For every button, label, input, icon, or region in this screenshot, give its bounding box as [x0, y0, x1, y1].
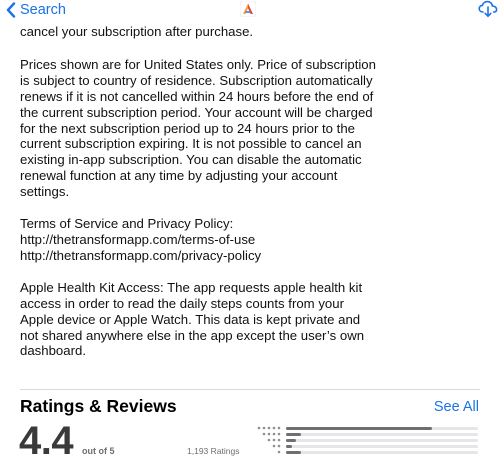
- rating-bar-fill: [286, 451, 301, 454]
- back-button-label: Search: [20, 2, 66, 18]
- rating-bar-fill: [286, 439, 296, 442]
- app-description: [20, 24, 380, 359]
- rating-bar-5-star: [286, 427, 478, 430]
- ratings-count: 1,193 Ratings: [187, 446, 240, 456]
- rating-bar-1-star: [286, 451, 478, 454]
- pricing-paragraph: Prices shown are for United States only. Price of subscription is subject to country of residence. Subscription automatically renews if it is not cancelled within 24 hours before the end of the current subscription period. Your account will be charged for the next subscription period up to 24 hours prior to the current subscription expiring. It is not possible to cancel an existing in-app subscription. You can disable the automatic renewal function at any time by adjusting your account settings.: [20, 56, 376, 200]
- back-button[interactable]: [6, 0, 66, 20]
- ratings-section-title: Ratings & Reviews: [20, 396, 177, 416]
- health-kit-paragraph: Apple Health Kit Access: The app requests apple health kit access in order to read the daily steps counts from your Apple device or Apple Watch. This data is kept private and not shared anywhere else in the app except the user’s own dashboard.: [20, 279, 365, 359]
- see-all-link[interactable]: See All: [433, 399, 479, 415]
- rating-scale-label: out of 5: [82, 446, 115, 456]
- rating-bar-3-star: [286, 439, 478, 442]
- rating-bar-fill: [286, 427, 432, 430]
- rating-bar-2-star: [286, 445, 478, 448]
- chevron-left-icon: [6, 2, 16, 18]
- cloud-download-icon[interactable]: [478, 0, 498, 18]
- app-logo-icon: [240, 1, 256, 17]
- average-rating: 4.4: [19, 419, 74, 463]
- section-divider: [20, 389, 480, 390]
- description-line-top: cancel your subscription after purchase.: [20, 24, 254, 39]
- privacy-link[interactable]: http://thetransformapp.com/privacy-policy: [20, 247, 262, 263]
- terms-heading: Terms of Service and Privacy Policy:: [20, 216, 234, 232]
- navigation-bar: [0, 0, 500, 22]
- rating-bar-4-star: [286, 433, 478, 436]
- terms-link[interactable]: http://thetransformapp.com/terms-of-use: [20, 231, 256, 247]
- rating-bar-fill: [286, 433, 301, 436]
- star-rows-icon: [256, 426, 282, 468]
- rating-bar-fill: [286, 445, 292, 448]
